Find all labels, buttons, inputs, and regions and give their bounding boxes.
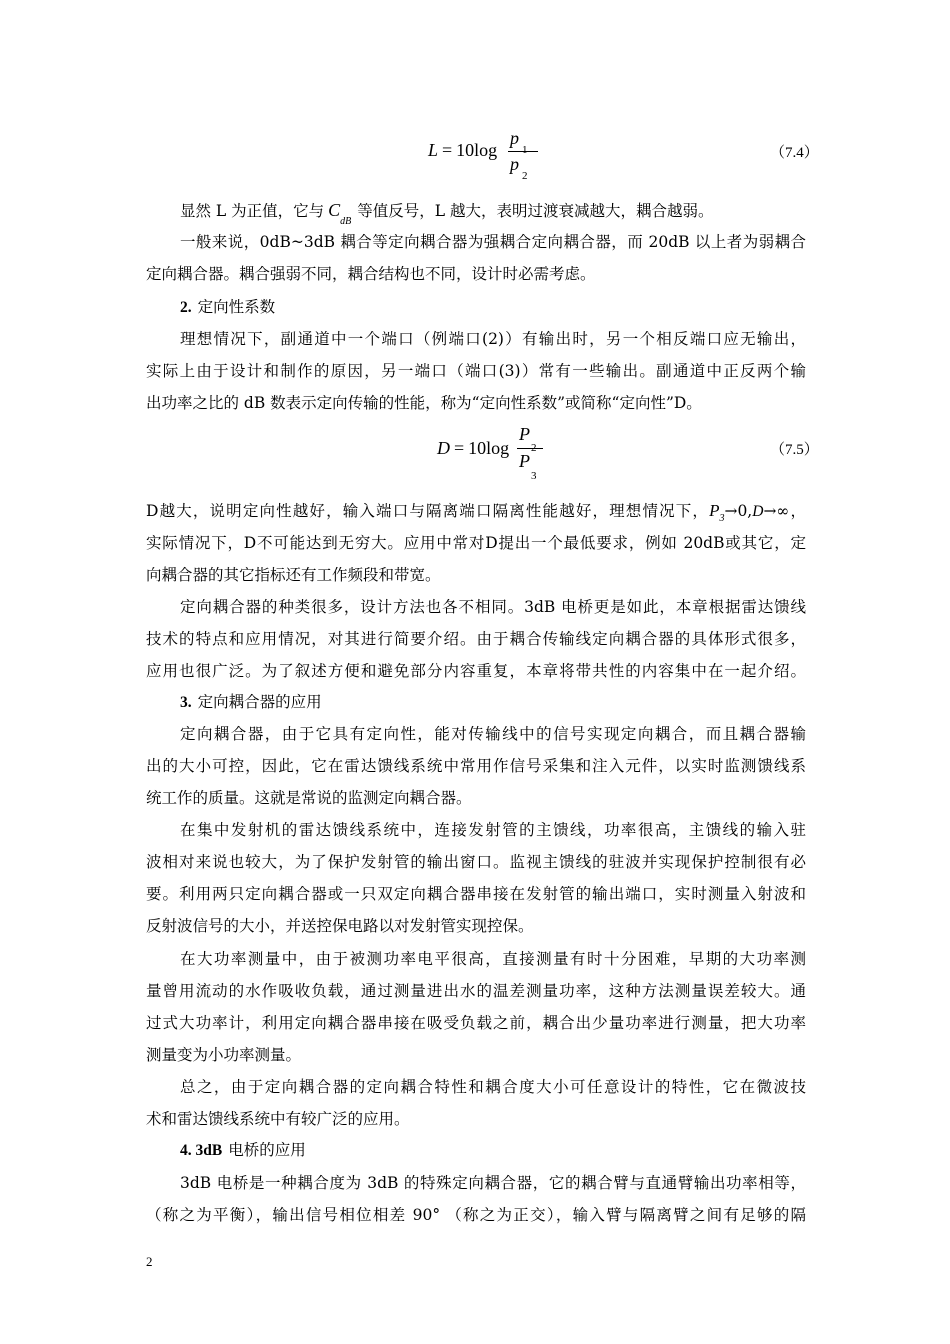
- equation-7-4: L = 10log: [428, 140, 498, 160]
- paragraph-line: 在大功率测量中，由于被测功率电平很高，直接测量有时十分困难，早期的大功率测: [180, 950, 806, 968]
- paragraph-line: 术和雷达馈线系统中有较广泛的应用。: [146, 1110, 410, 1128]
- paragraph-line: 过式大功率计，利用定向耦合器串接在吸受负载之前，耦合出少量功率进行测量，把大功率: [146, 1014, 806, 1032]
- paragraph-line: 定向耦合器。耦合强弱不同，耦合结构也不同，设计时必需考虑。: [146, 265, 596, 283]
- fraction-7-5: P 2 P 3: [517, 424, 551, 480]
- paragraph-line: 理想情况下，副通道中一个端口（例端口(2)）有输出时，另一个相反端口应无输出，: [180, 330, 806, 348]
- paragraph-line: 3dB 电桥是一种耦合度为 3dB 的特殊定向耦合器，它的耦合臂与直通臂输出功率相等，: [180, 1174, 806, 1192]
- paragraph-line: D越大，说明定向性越好，输入端口与隔离端口隔离性能越好，理想情况下，$P_3\to 0,D\to\infty$，: [146, 501, 806, 524]
- section-heading: 3. 定向耦合器的应用: [180, 693, 322, 711]
- paragraph-line: 定向耦合器，由于它具有定向性，能对传输线中的信号实现定向耦合，而且耦合器输: [180, 725, 806, 743]
- paragraph-line: 应用也很广泛。为了叙述方便和避免部分内容重复，本章将带共性的内容集中在一起介绍。: [146, 662, 806, 680]
- paragraph-line: 技术的特点和应用情况，对其进行简要介绍。由于耦合传输线定向耦合器的具体形式很多，: [146, 630, 806, 648]
- paragraph-line: （称之为平衡），输出信号相位相差 90° （称之为正交），输入臂与隔离臂之间有足够的隔: [146, 1206, 806, 1224]
- paragraph-line: 定向耦合器的种类很多，设计方法也各不相同。3dB 电桥更是如此，本章根据雷达馈线: [180, 598, 806, 616]
- paragraph-line: 在集中发射机的雷达馈线系统中，连接发射管的主馈线，功率很高，主馈线的输入驻: [180, 821, 806, 839]
- equation-number: （7.5）: [770, 442, 819, 458]
- paragraph-line: 反射波信号的大小，并送控保电路以对发射管实现控保。: [146, 917, 534, 935]
- paragraph-line: 实际上由于设计和制作的原因，另一端口（端口(3)）常有一些输出。副通道中正反两个输: [146, 362, 806, 380]
- section-heading: 4. 3dB 电桥的应用: [180, 1141, 306, 1159]
- paragraph-line: 总之，由于定向耦合器的定向耦合特性和耦合度大小可任意设计的特性，它在微波技: [180, 1078, 806, 1096]
- equation-number: （7.4）: [770, 145, 819, 161]
- paragraph-line: 显然 L 为正值，它与 $C_{dB}$等值反号，L 越大，表明过渡衰减越大，耦合越弱。: [180, 200, 714, 227]
- paragraph-line: 一般来说，0dB~3dB 耦合等定向耦合器为强耦合定向耦合器，而 20dB 以上者为弱耦合: [180, 233, 806, 251]
- paragraph-line: 要。利用两只定向耦合器或一只双定向耦合器串接在发射管的输出端口，实时测量入射波和: [146, 885, 806, 903]
- paragraph-line: 测量变为小功率测量。: [146, 1046, 302, 1064]
- equation-7-5: D = 10log: [437, 438, 510, 458]
- page-number: 2: [146, 1254, 153, 1269]
- paragraph-line: 出功率之比的 dB 数表示定向传输的性能，称为“定向性系数”或简称“定向性”D。: [146, 394, 702, 412]
- paragraph-line: 出的大小可控，因此，它在雷达馈线系统中常用作信号采集和注入元件，以实时监测馈线系: [146, 757, 806, 775]
- paragraph-line: 统工作的质量。这就是常说的监测定向耦合器。: [146, 789, 472, 807]
- paragraph-line: 实际情况下，D不可能达到无穷大。应用中常对D提出一个最低要求，例如 20dB或其它，定: [146, 534, 806, 552]
- paragraph-line: 波相对来说也较大，为了保护发射管的输出窗口。监视主馈线的驻波并实现保护控制很有必: [146, 853, 806, 871]
- paragraph-line: 向耦合器的其它指标还有工作频段和带宽。: [146, 566, 441, 584]
- fraction-7-4: p 1 p 2: [508, 128, 542, 178]
- section-heading: 2. 定向性系数: [180, 298, 276, 316]
- paragraph-line: 量曾用流动的水作吸收负载，通过测量进出水的温差测量功率，这种方法测量误差较大。通: [146, 982, 806, 1000]
